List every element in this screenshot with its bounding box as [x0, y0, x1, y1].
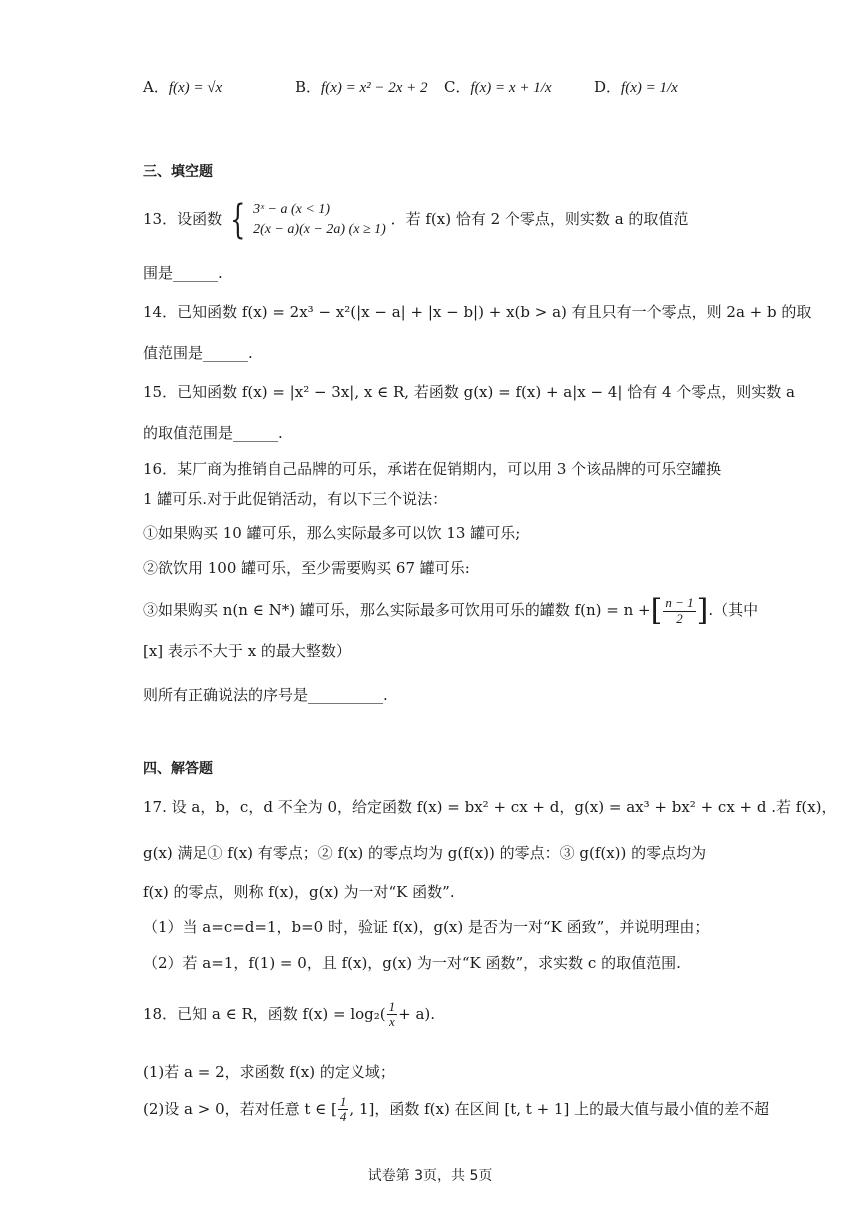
q17-line3: f(x) 的零点，则称 f(x)，g(x) 为一对“K 函数”. [143, 883, 455, 901]
q13-case2: 2(x − a)(x − 2a) (x ≥ 1) [253, 222, 386, 237]
q18-part2-post: , 1]，函数 f(x) 在区间 [t, t + 1] 上的最大值与最小值的差不超 [349, 1099, 770, 1118]
q17-part1: （1）当 a=c=d=1，b=0 时，验证 f(x)，g(x) 是否为一对“K 函致”，并说明理由； [143, 918, 710, 936]
q16-bracket-right: ] [696, 593, 709, 628]
section-3-title: 三、填空题 [143, 164, 213, 180]
option-a-expr: f(x) = √x [168, 80, 223, 96]
q16-item1: ①如果购买 10 罐可乐，那么实际最多可以饮 13 罐可乐; [143, 524, 521, 542]
q17-part2: （2）若 a=1，f(1) = 0，且 f(x)，g(x) 为一对“K 函数”，求实数 c 的取值范围. [143, 954, 681, 972]
q15-line2: 的取值范围是______. [143, 424, 283, 442]
q18-suffix: + a). [398, 1004, 436, 1023]
q18-part2-frac-den: 4 [339, 1109, 347, 1125]
section-4-title: 四、解答题 [143, 761, 213, 777]
q17-line2: g(x) 满足① f(x) 有零点；② f(x) 的零点均为 g(f(x)) 的零点：③ g(f(x)) 的零点均为 [143, 844, 707, 862]
page-footer: 试卷第 3页，共 5页 [367, 1168, 493, 1184]
option-a-label: A． [143, 78, 169, 96]
q18-part1: (1)若 a = 2，求函数 f(x) 的定义域； [143, 1063, 395, 1081]
q18-part2-frac-num: 1 [339, 1094, 347, 1109]
q18-part2 [143, 1095, 769, 1125]
q16-frac-num: n − 1 [665, 595, 694, 611]
q16-line2: 1 罐可乐.对于此促销活动，有以下三个说法： [143, 490, 448, 508]
q16-bracket-left: [ [650, 593, 663, 628]
option-a [143, 80, 222, 96]
q16-fraction [663, 596, 695, 626]
q18-part2-fraction [338, 1095, 349, 1125]
q18-frac-den: x [388, 1014, 395, 1030]
q13-case1: 3ˣ − a (x < 1) [253, 202, 330, 218]
q17-line1: 17. 设 a，b，c，d 不全为 0，给定函数 f(x) = bx² + cx + d，g(x) = ax³ + bx² + cx + d .若 f(x)， [143, 798, 837, 816]
option-c-expr: f(x) = x + 1/x [470, 80, 552, 96]
q13-line1 [143, 197, 689, 243]
option-b-label: B． [295, 78, 322, 96]
option-c [444, 80, 552, 96]
q16-line-x: [x] 表示不大于 x 的最大整数） [143, 642, 351, 660]
option-b-expr: f(x) = x² − 2x + 2 [321, 80, 428, 96]
q18-frac-num: 1 [388, 999, 396, 1014]
q16-item3-pre: ③如果购买 n(n ∈ N*) 罐可乐，那么实际最多可饮用可乐的罐数 f(n) = n + [143, 601, 651, 619]
option-b [295, 80, 428, 96]
q13-brace: { [229, 197, 246, 243]
q18-fraction [387, 1000, 398, 1030]
q13-middle: ．若 f(x) 恰有 2 个零点，则实数 a 的取值范 [390, 210, 689, 228]
q18-line1 [143, 1000, 435, 1030]
q15-line1: 15．已知函数 f(x) = |x² − 3x|, x ∈ R, 若函数 g(x) = f(x) + a|x − 4| 恰有 4 个零点，则实数 a [143, 383, 796, 401]
option-d-label: D． [594, 78, 622, 96]
option-d [594, 80, 678, 96]
q16-last: 则所有正确说法的序号是__________. [143, 686, 388, 704]
q16-item3 [143, 593, 759, 628]
q13-prefix: 13．设函数 [143, 210, 223, 228]
option-c-label: C． [444, 78, 471, 96]
q13-cases [253, 200, 386, 239]
q16-frac-den: 2 [676, 610, 683, 626]
q16-line1: 16．某厂商为推销自己品牌的可乐，承诺在促销期内，可以用 3 个该品牌的可乐空罐换 [143, 460, 722, 478]
q14-line1: 14．已知函数 f(x) = 2x³ − x²(|x − a| + |x − b|) + x(b > a) 有且只有一个零点，则 2a + b 的取 [143, 303, 812, 321]
q14-line2: 值范围是______. [143, 344, 253, 362]
q16-item3-post: .（其中 [708, 601, 759, 619]
option-d-expr: f(x) = 1/x [621, 80, 678, 96]
q18-part2-pre: (2)设 a > 0，若对任意 t ∈ [ [143, 1099, 337, 1118]
q13-line2: 围是______. [143, 264, 223, 282]
q16-item2: ②欲饮用 100 罐可乐，至少需要购买 67 罐可乐: [143, 559, 470, 577]
q18-prefix: 18．已知 a ∈ R，函数 f(x) = log₂( [143, 1004, 386, 1023]
